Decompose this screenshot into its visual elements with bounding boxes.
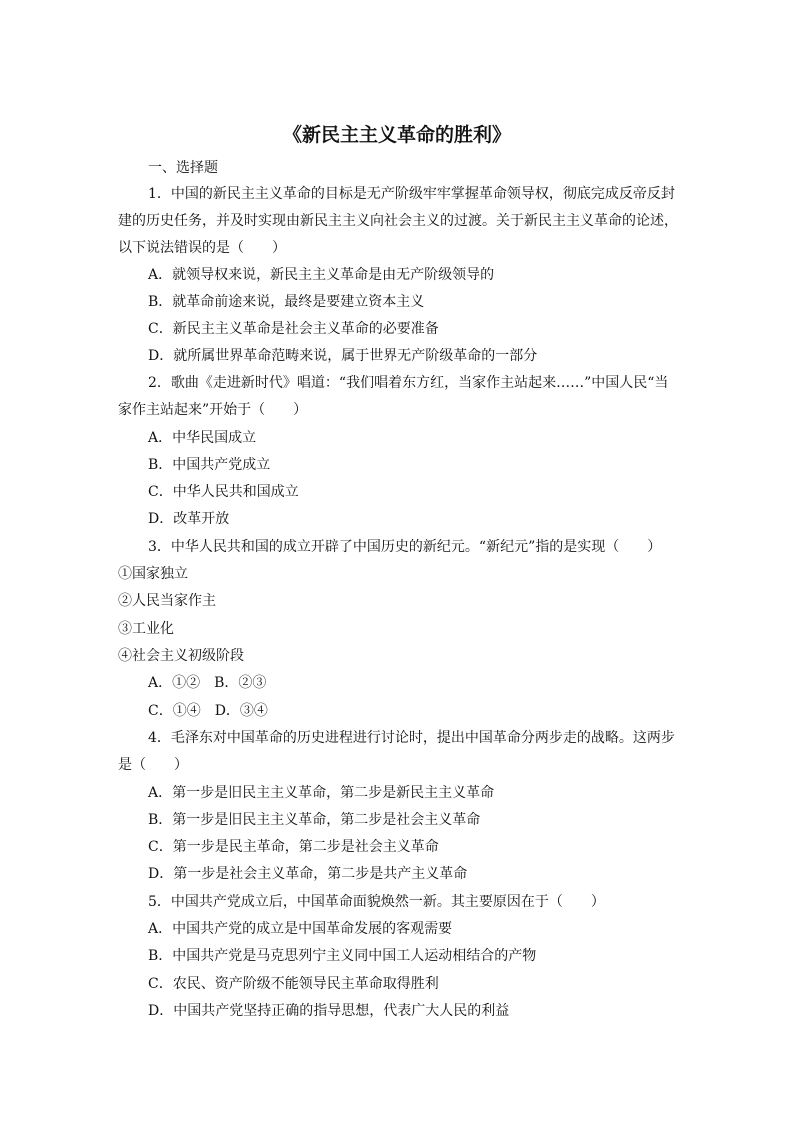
section-heading: 一、选择题 xyxy=(148,160,218,176)
question-5-option-a: A．中国共产党的成立是中国革命发展的客观需要 xyxy=(148,921,453,937)
question-1-option-c: C．新民主主义革命是社会主义革命的必要准备 xyxy=(148,321,439,337)
question-4-option-d: D．第一步是社会主义革命，第二步是共产主义革命 xyxy=(148,866,468,882)
question-1-option-d: D．就所属世界革命范畴来说，属于世界无产阶级革命的一部分 xyxy=(148,348,538,364)
question-2-option-c: C．中华人民共和国成立 xyxy=(148,484,299,500)
question-3-line-1: 3．中华人民共和国的成立开辟了中国历史的新纪元。“新纪元”指的是实现（ ） xyxy=(148,539,662,555)
question-3-item-4: ④社会主义初级阶段 xyxy=(118,648,244,664)
question-4-line-1: 4．毛泽东对中国革命的历史进程进行讨论时，提出中国革命分两步走的战略。这两步 xyxy=(148,730,675,746)
question-3-item-1: ①国家独立 xyxy=(118,566,188,582)
question-1-line-1: 1．中国的新民主主义革命的目标是无产阶级牢牢掌握革命领导权，彻底完成反帝反封 xyxy=(148,186,675,202)
question-3-options-row-1: A．①② B．②③ xyxy=(148,675,267,691)
question-2-line-2: 家作主站起来”开始于（ ） xyxy=(118,402,308,418)
question-4-option-b: B．第一步是旧民主主义革命，第二步是社会主义革命 xyxy=(148,812,481,828)
question-5-option-c: C．农民、资产阶级不能领导民主革命取得胜利 xyxy=(148,976,439,992)
question-5-line-1: 5．中国共产党成立后，中国革命面貌焕然一新。其主要原因在于（ ） xyxy=(148,894,605,910)
question-1-option-a: A．就领导权来说，新民主主义革命是由无产阶级领导的 xyxy=(148,267,495,283)
question-1-option-b: B．就革命前途来说，最终是要建立资本主义 xyxy=(148,294,425,310)
question-2-option-a: A．中华民国成立 xyxy=(148,430,257,446)
question-3-item-2: ②人民当家作主 xyxy=(118,593,216,609)
question-2-option-b: B．中国共产党成立 xyxy=(148,457,271,473)
question-4-line-2: 是（ ） xyxy=(118,757,188,773)
question-1-line-3: 以下说法错误的是（ ） xyxy=(118,240,286,256)
question-5-option-d: D．中国共产党坚持正确的指导思想，代表广大人民的利益 xyxy=(148,1003,510,1019)
question-5-option-b: B．中国共产党是马克思列宁主义同中国工人运动相结合的产物 xyxy=(148,948,537,964)
question-1-line-2: 建的历史任务，并及时实现由新民主主义向社会主义的过渡。关于新民主主义革命的论述， xyxy=(118,213,678,229)
question-4-option-c: C．第一步是民主革命，第二步是社会主义革命 xyxy=(148,839,439,855)
question-3-item-3: ③工业化 xyxy=(118,621,174,637)
question-3-options-row-2: C．①④ D．③④ xyxy=(148,703,268,719)
question-2-line-1: 2．歌曲《走进新时代》唱道：“我们唱着东方红，当家作主站起来……”中国人民“当 xyxy=(148,375,669,391)
document-title: 《新民主主义革命的胜利》 xyxy=(282,124,511,146)
question-2-option-d: D．改革开放 xyxy=(148,511,230,527)
question-4-option-a: A．第一步是旧民主主义革命，第二步是新民主主义革命 xyxy=(148,785,495,801)
